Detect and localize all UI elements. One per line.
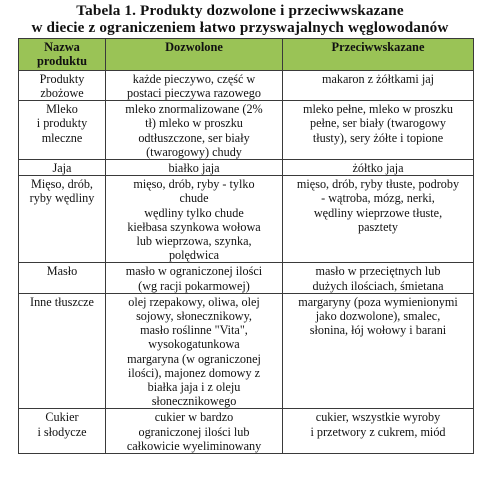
cell-line: margaryna (w ograniczonej [127, 351, 261, 366]
cell-line: białko jaja [168, 161, 220, 176]
cell-line: cukier w bardzo [154, 410, 234, 425]
cell-line: mleko pełne, mleko w proszku [303, 102, 453, 117]
cell-forbidden [283, 101, 474, 160]
cell-allowed [106, 263, 283, 293]
cell-line: ryby wędliny [29, 191, 95, 206]
cell-forbidden [283, 70, 474, 100]
cell-forbidden [283, 160, 474, 176]
cell-forbidden [283, 176, 474, 263]
cell-line: Mleko [46, 102, 78, 117]
cell-line: kiełbasa szynkowa wołowa [127, 219, 261, 234]
cell-line: każde pieczywo, część w [132, 71, 256, 86]
cell-line: zbożowe [40, 86, 84, 101]
cell-allowed [106, 101, 283, 160]
cell-product-name [19, 409, 106, 454]
table-row [19, 293, 474, 409]
products-table [18, 38, 474, 454]
cell-line: margaryny (poza wymienionymi [298, 294, 458, 309]
cell-line: i produkty [36, 116, 88, 131]
table-row [19, 176, 474, 263]
cell-allowed [106, 176, 283, 263]
cell-allowed [106, 70, 283, 100]
cell-line: mięso, drób, ryby tłuste, podroby [296, 177, 460, 192]
header-product-name-line: Nazwa [44, 40, 80, 54]
header-forbidden: Przeciwwskazane [283, 39, 474, 71]
table-row [19, 160, 474, 176]
cell-forbidden [283, 409, 474, 454]
cell-product-name [19, 70, 106, 100]
table-header-row [19, 39, 474, 71]
cell-line: (wg racji pokarmowej) [138, 278, 250, 293]
cell-line: - wątroba, mózg, nerki, [321, 191, 435, 206]
header-allowed: Dozwolone [106, 39, 283, 71]
cell-line: odtłuszczone, ser biały [138, 130, 250, 145]
cell-line: pełne, ser biały (twarogowy [309, 116, 447, 131]
cell-line: ograniczonej ilości lub [138, 424, 250, 439]
cell-product-name [19, 176, 106, 263]
cell-line: ilości), majonez domowy z [128, 365, 260, 380]
cell-line: mleko znormalizowane (2% [125, 102, 263, 117]
cell-line: całkowicie wyeliminowany [126, 438, 262, 453]
cell-line: cukier, wszystkie wyroby [315, 410, 441, 425]
cell-line: wędliny wieprzowe tłuste, [313, 205, 443, 220]
cell-allowed [106, 293, 283, 409]
cell-forbidden [283, 263, 474, 293]
cell-allowed [106, 160, 283, 176]
cell-line: postaci pieczywa razowego [127, 86, 261, 101]
cell-line: mięso, drób, ryby - tylko [133, 177, 255, 192]
cell-line: wysokogatunkowa [148, 337, 240, 352]
table-title-line-1: Tabela 1. Produkty dozwolone i przeciwwskazane [76, 2, 404, 19]
cell-line: (twarogowy) chudy [146, 144, 242, 159]
table-row [19, 409, 474, 454]
cell-line: i przetwory z cukrem, miód [310, 424, 446, 439]
cell-line: lub wieprzowa, szynka, [136, 234, 252, 249]
cell-line: wędliny tylko chude [144, 205, 244, 220]
cell-line: słonina, łój wołowy i barani [309, 323, 447, 338]
cell-line: chude [179, 191, 209, 206]
cell-product-name [19, 263, 106, 293]
cell-line: Inne tłuszcze [30, 294, 94, 309]
cell-line: Produkty [39, 71, 85, 86]
cell-product-name [19, 160, 106, 176]
cell-line: Jaja [52, 161, 72, 176]
cell-line: polędwica [168, 248, 220, 263]
cell-line: tłusty), sery żółte i topione [312, 130, 444, 145]
cell-line: sojowy, słonecznikowy, [136, 309, 252, 324]
cell-product-name [19, 101, 106, 160]
cell-line: pasztety [358, 219, 398, 234]
cell-line: Masło [46, 264, 78, 279]
cell-line: jako dozwolone), smalec, [315, 309, 441, 324]
table-title-line-2: w diecie z ograniczeniem łatwo przyswajalnych węglowodanów [31, 19, 449, 36]
cell-product-name [19, 293, 106, 409]
cell-line: mleczne [41, 130, 83, 145]
cell-line: białka jaja i z oleju [147, 380, 241, 395]
cell-line: makaron z żółtkami jaj [321, 71, 434, 86]
cell-line: masło w ograniczonej ilości [125, 264, 263, 279]
cell-line: masło w przeciętnych lub [315, 264, 441, 279]
cell-line: Cukier [45, 410, 79, 425]
table-row [19, 101, 474, 160]
cell-line: masło roślinne "Vita", [140, 323, 248, 338]
table-row [19, 263, 474, 293]
cell-line: dużych ilościach, śmietana [312, 278, 444, 293]
cell-line: Mięso, drób, [31, 177, 93, 192]
cell-line: olej rzepakowy, oliwa, olej [128, 294, 260, 309]
header-product-name [19, 39, 106, 71]
cell-forbidden [283, 293, 474, 409]
cell-line: słonecznikowego [151, 394, 237, 409]
table-row [19, 70, 474, 100]
cell-line: żółtko jaja [352, 161, 404, 176]
cell-allowed [106, 409, 283, 454]
cell-line: i słodycze [37, 424, 87, 439]
header-product-name-line: produktu [36, 54, 88, 69]
cell-line: tł) mleko w proszku [145, 116, 243, 131]
